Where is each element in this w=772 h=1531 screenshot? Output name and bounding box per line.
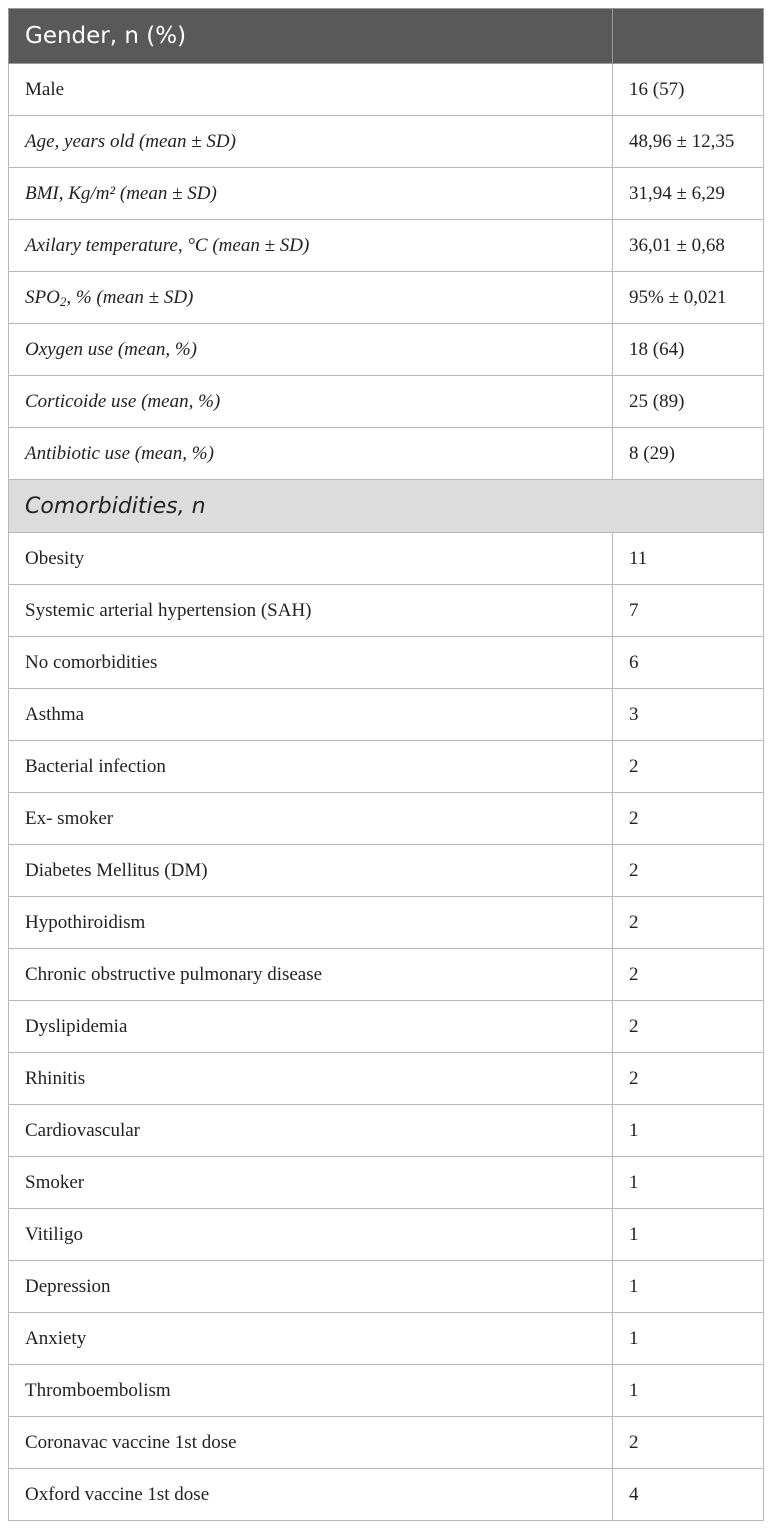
table-row — [9, 116, 764, 168]
row-value: 31,94 ± 6,29 — [613, 168, 764, 220]
table-row — [9, 220, 764, 272]
table-row — [9, 64, 764, 116]
row-value: 1 — [613, 1157, 764, 1209]
row-label: Vitiligo — [9, 1209, 613, 1261]
table-row — [9, 272, 764, 324]
table-row — [9, 168, 764, 220]
table-row — [9, 585, 764, 637]
row-value: 7 — [613, 585, 764, 637]
row-value: 1 — [613, 1365, 764, 1417]
row-label: Diabetes Mellitus (DM) — [9, 845, 613, 897]
row-value: 95% ± 0,021 — [613, 272, 764, 324]
row-label: Hypothiroidism — [9, 897, 613, 949]
table-row — [9, 1001, 764, 1053]
row-value: 36,01 ± 0,68 — [613, 220, 764, 272]
row-label: BMI, Kg/m² (mean ± SD) — [9, 168, 613, 220]
table-row — [9, 845, 764, 897]
row-value: 16 (57) — [613, 64, 764, 116]
section-title: Comorbidities, n — [9, 480, 764, 533]
row-value: 2 — [613, 741, 764, 793]
row-value: 1 — [613, 1105, 764, 1157]
table-row — [9, 324, 764, 376]
patient-characteristics-table-container — [8, 8, 763, 1521]
table-row — [9, 637, 764, 689]
table-row — [9, 428, 764, 480]
row-label: Oxford vaccine 1st dose — [9, 1469, 613, 1521]
table-row — [9, 949, 764, 1001]
table-row — [9, 1157, 764, 1209]
row-value: 2 — [613, 845, 764, 897]
row-label: Cardiovascular — [9, 1105, 613, 1157]
table-row — [9, 1053, 764, 1105]
table-row — [9, 1261, 764, 1313]
section-header-row — [9, 480, 764, 533]
table-row — [9, 1209, 764, 1261]
row-value: 2 — [613, 1417, 764, 1469]
row-value: 18 (64) — [613, 324, 764, 376]
header-value — [613, 9, 764, 64]
row-value: 2 — [613, 1053, 764, 1105]
table-row — [9, 1417, 764, 1469]
table-row — [9, 376, 764, 428]
row-value: 1 — [613, 1209, 764, 1261]
row-value: 2 — [613, 949, 764, 1001]
row-label: Dyslipidemia — [9, 1001, 613, 1053]
row-label: Antibiotic use (mean, %) — [9, 428, 613, 480]
row-label: Chronic obstructive pulmonary disease — [9, 949, 613, 1001]
row-value: 1 — [613, 1261, 764, 1313]
table-row — [9, 741, 764, 793]
table-row — [9, 689, 764, 741]
row-value: 25 (89) — [613, 376, 764, 428]
row-label: Bacterial infection — [9, 741, 613, 793]
table-row — [9, 897, 764, 949]
label-prefix: SPO — [25, 286, 60, 308]
row-label: Male — [9, 64, 613, 116]
row-label: Asthma — [9, 689, 613, 741]
row-value: 4 — [613, 1469, 764, 1521]
table-row — [9, 533, 764, 585]
row-value: 8 (29) — [613, 428, 764, 480]
row-label: Oxygen use (mean, %) — [9, 324, 613, 376]
label-subscript: 2 — [59, 293, 67, 309]
row-value: 1 — [613, 1313, 764, 1365]
row-value: 6 — [613, 637, 764, 689]
header-title: Gender, n (%) — [9, 9, 613, 64]
row-label: Corticoide use (mean, %) — [9, 376, 613, 428]
row-value: 2 — [613, 793, 764, 845]
table-row — [9, 1469, 764, 1521]
row-label: No comorbidities — [9, 637, 613, 689]
label-suffix: , % (mean ± SD) — [66, 286, 194, 308]
row-label: Anxiety — [9, 1313, 613, 1365]
row-value: 2 — [613, 1001, 764, 1053]
table-header-row — [9, 9, 764, 64]
row-label: Thromboembolism — [9, 1365, 613, 1417]
row-label: Systemic arterial hypertension (SAH) — [9, 585, 613, 637]
row-label: Coronavac vaccine 1st dose — [9, 1417, 613, 1469]
row-label: Ex- smoker — [9, 793, 613, 845]
table-row — [9, 1365, 764, 1417]
row-label: Depression — [9, 1261, 613, 1313]
row-label: Age, years old (mean ± SD) — [9, 116, 613, 168]
patient-characteristics-table — [8, 8, 764, 1521]
row-value: 11 — [613, 533, 764, 585]
table-row — [9, 1313, 764, 1365]
table-row — [9, 793, 764, 845]
comorbidity-rows — [9, 533, 764, 1521]
row-value: 3 — [613, 689, 764, 741]
row-label — [9, 272, 613, 324]
row-label: Smoker — [9, 1157, 613, 1209]
row-value: 48,96 ± 12,35 — [613, 116, 764, 168]
row-label: Rhinitis — [9, 1053, 613, 1105]
row-value: 2 — [613, 897, 764, 949]
row-label: Obesity — [9, 533, 613, 585]
row-label: Axilary temperature, °C (mean ± SD) — [9, 220, 613, 272]
table-row — [9, 1105, 764, 1157]
